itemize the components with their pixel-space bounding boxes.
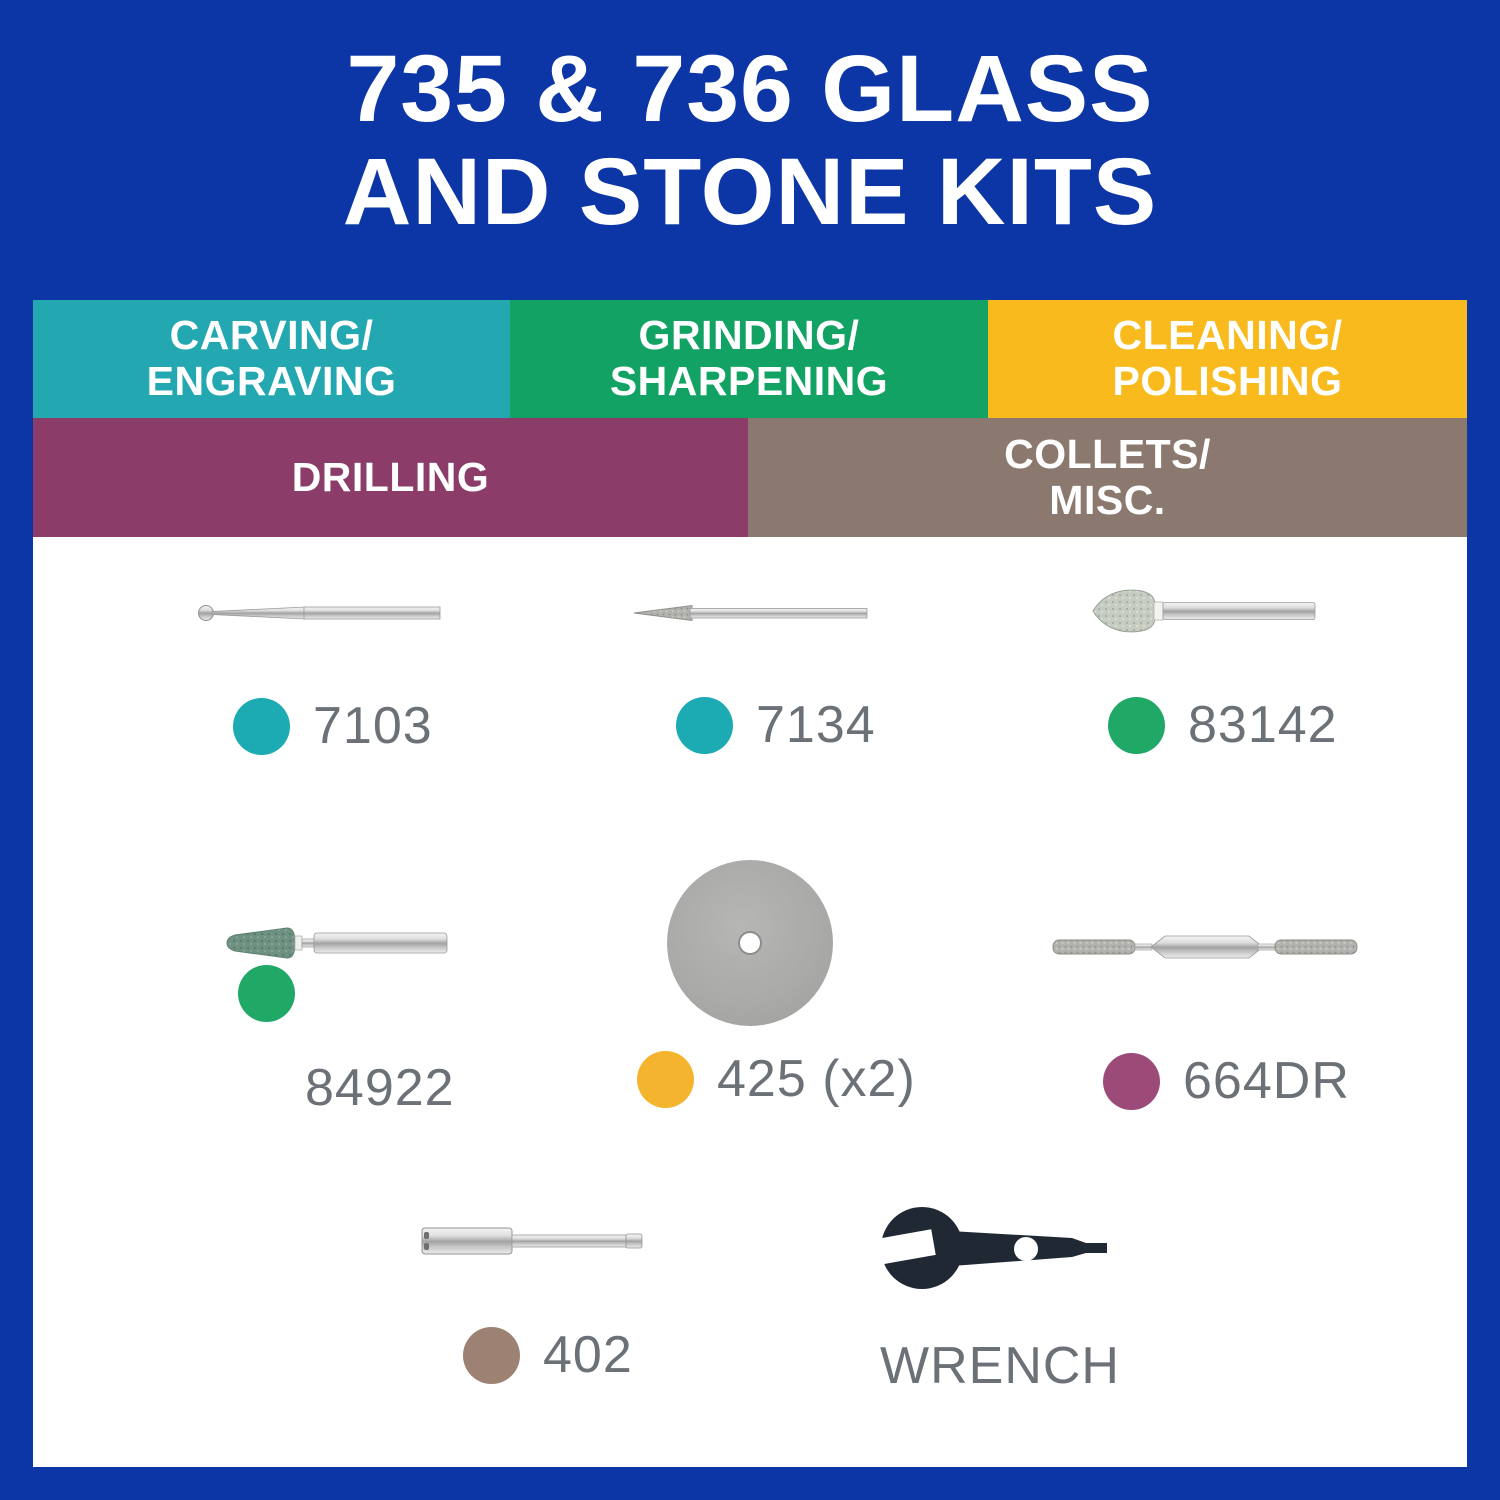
- page-title: [0, 38, 1500, 243]
- polishing-wheel-425-image: [667, 860, 833, 1026]
- product-label-84922: 84922: [305, 1059, 455, 1117]
- wrench-image: [880, 1205, 1108, 1291]
- mandrel-402-image: [420, 1224, 644, 1258]
- product-label: 664DR: [1183, 1052, 1350, 1110]
- page-title-line2: AND STONE KITS: [342, 138, 1158, 245]
- product-label: 402: [543, 1326, 633, 1384]
- product-label: 425 (x2): [717, 1050, 916, 1108]
- category-carving-engraving: [33, 300, 510, 418]
- diamond-taper-bit-7134-image: [632, 601, 868, 625]
- category-drilling: [33, 418, 748, 537]
- category-legend: [33, 300, 1467, 537]
- color-dot-grinding-sharpening: [238, 965, 295, 1022]
- product-label: 7134: [756, 696, 876, 754]
- product-caption-83142: [1108, 695, 1338, 755]
- product-caption-425: [637, 1049, 916, 1109]
- product-label-wrench: WRENCH: [880, 1337, 1120, 1395]
- category-label: COLLETS/: [1004, 430, 1211, 477]
- engraving-ball-bit-7103-image: [197, 598, 441, 628]
- category-collets-misc: [748, 418, 1467, 537]
- wheel-center-hole: [740, 933, 760, 953]
- grinding-cone-84922-image: [225, 925, 449, 961]
- grinding-stone-83142-image: [1090, 586, 1318, 636]
- product-label: 7103: [313, 697, 433, 755]
- product-caption-7103: [233, 696, 433, 756]
- page-title-line1: 735 & 736 GLASS: [346, 36, 1154, 142]
- category-label: CLEANING/: [1112, 312, 1343, 359]
- color-dot-grinding-sharpening: [1108, 697, 1165, 754]
- category-label: SHARPENING: [609, 358, 889, 404]
- color-dot-collets-misc: [463, 1327, 520, 1384]
- product-caption-664dr: [1103, 1051, 1350, 1111]
- category-grinding-sharpening: [510, 300, 988, 418]
- color-dot-cleaning-polishing: [637, 1051, 694, 1108]
- category-label: MISC.: [1049, 476, 1166, 523]
- color-dot-carving-engraving: [233, 698, 290, 755]
- product-label: 83142: [1188, 696, 1338, 754]
- category-label: GRINDING/: [638, 312, 860, 359]
- wrench-hole: [1014, 1237, 1038, 1261]
- product-caption-402: [463, 1325, 633, 1385]
- category-legend-row2: [33, 418, 1467, 537]
- glass-drill-bit-664dr-image: [1052, 933, 1358, 961]
- category-cleaning-polishing: [988, 300, 1467, 418]
- category-label: ENGRAVING: [146, 358, 397, 404]
- category-label: DRILLING: [291, 453, 490, 500]
- category-label: CARVING/: [169, 312, 374, 359]
- color-dot-drilling: [1103, 1053, 1160, 1110]
- category-legend-row1: [33, 300, 1467, 418]
- product-caption-7134: [676, 695, 876, 755]
- category-label: POLISHING: [1112, 358, 1343, 404]
- color-dot-carving-engraving: [676, 697, 733, 754]
